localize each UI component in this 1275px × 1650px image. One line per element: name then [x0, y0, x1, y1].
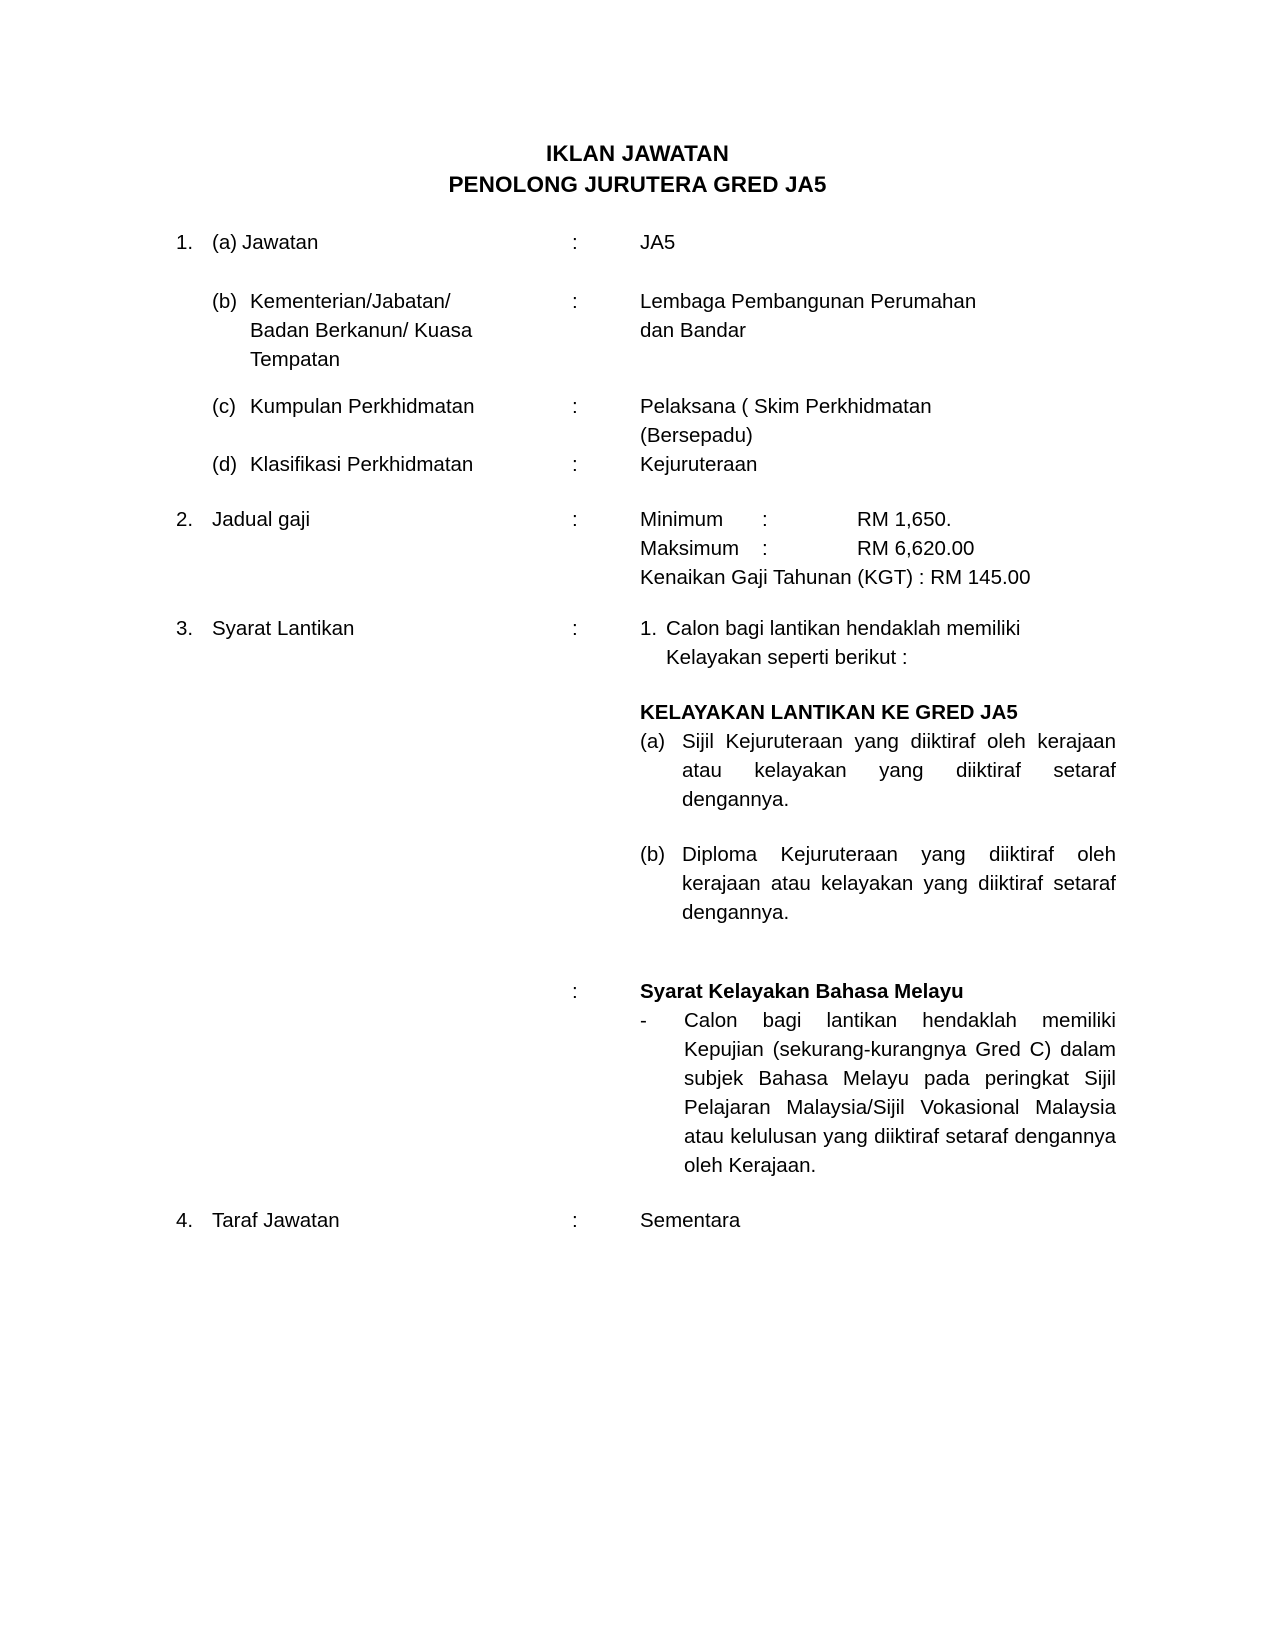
salary-minimum-colon: : [762, 508, 768, 531]
qualification-item-b [640, 840, 1116, 927]
label-klasifikasi-perkhidmatan [212, 450, 572, 479]
item-2-number: 2. [176, 508, 194, 531]
marker-b: (b) [212, 290, 238, 313]
salary-minimum-label: Minimum [640, 508, 724, 531]
value-bahasa-melayu [640, 977, 1116, 1180]
qualification-b-text: Diploma Kejuruteraan yang diiktiraf oleh kerajaan atau kelayakan yang diiktiraf setaraf dengannya. [682, 843, 1116, 924]
row-jawatan [176, 228, 1096, 257]
row-taraf-jawatan [176, 1206, 1096, 1235]
value-kumpulan-perkhidmatan [640, 392, 1096, 450]
label-taraf-jawatan: Taraf Jawatan [212, 1209, 340, 1232]
salary-maksimum-label: Maksimum [640, 537, 740, 560]
value-kementerian-line-1: Lembaga Pembangunan Perumahan [640, 290, 977, 313]
label-kementerian-line-3: Tempatan [250, 348, 341, 371]
colon-kumpulan-perkhidmatan: : [572, 395, 578, 418]
qualification-b-marker: (b) [640, 843, 666, 866]
salary-kgt-line: Kenaikan Gaji Tahunan (KGT) : RM 145.00 [640, 566, 1031, 589]
bahasa-melayu-dash-marker: - [640, 1009, 647, 1032]
spacer [176, 592, 1096, 614]
colon-klasifikasi-perkhidmatan: : [572, 453, 578, 476]
qualification-item-a [640, 727, 1116, 814]
syarat-intro [640, 614, 1116, 672]
syarat-intro-line-1: Calon bagi lantikan hendaklah memiliki [666, 617, 1021, 640]
item-4-number: 4. [176, 1209, 194, 1232]
spacer [176, 374, 1096, 392]
value-kumpulan-line-1: Pelaksana ( Skim Perkhidmatan [640, 395, 932, 418]
row-bahasa-melayu [176, 977, 1116, 1180]
value-klasifikasi-perkhidmatan: Kejuruteraan [640, 453, 758, 476]
row-kumpulan-perkhidmatan [176, 392, 1096, 450]
salary-maksimum-value: RM 6,620.00 [857, 537, 975, 560]
title-line-2: PENOLONG JURUTERA GRED JA5 [448, 172, 827, 197]
bahasa-melayu-heading: Syarat Kelayakan Bahasa Melayu [640, 980, 964, 1003]
spacer [176, 1180, 1096, 1206]
row-klasifikasi-perkhidmatan [176, 450, 1096, 479]
syarat-intro-number: 1. [640, 617, 658, 640]
syarat-intro-line-2: Kelayakan seperti berikut : [666, 646, 908, 669]
label-kementerian-line-2: Badan Berkanun/ Kuasa [250, 319, 473, 342]
qualification-a-text: Sijil Kejuruteraan yang diiktiraf oleh kerajaan atau kelayakan yang diiktiraf setaraf dengannya. [682, 730, 1116, 811]
spacer [640, 814, 1116, 840]
qualification-a-marker: (a) [640, 730, 666, 753]
colon-taraf-jawatan: : [572, 1209, 578, 1232]
value-syarat-lantikan [640, 614, 1116, 927]
salary-row-minimum [640, 505, 1096, 534]
item-3-number: 3. [176, 617, 194, 640]
kelayakan-heading: KELAYAKAN LANTIKAN KE GRED JA5 [640, 701, 1018, 724]
value-taraf-jawatan: Sementara [640, 1209, 741, 1232]
colon-syarat-lantikan: : [572, 617, 578, 640]
label-klasifikasi-perkhidmatan-text: Klasifikasi Perkhidmatan [250, 453, 474, 476]
bahasa-melayu-item [640, 1006, 1116, 1180]
value-kementerian-line-2: dan Bandar [640, 319, 747, 342]
label-kumpulan-perkhidmatan-text: Kumpulan Perkhidmatan [250, 395, 475, 418]
colon-bahasa-melayu: : [572, 980, 578, 1003]
row-syarat-lantikan [176, 614, 1116, 927]
label-jawatan [212, 228, 572, 257]
colon-jadual-gaji: : [572, 508, 578, 531]
label-kementerian [212, 287, 572, 374]
salary-minimum-value: RM 1,650. [857, 508, 952, 531]
label-kementerian-line-1: Kementerian/Jabatan/ [250, 290, 451, 313]
spacer [176, 927, 1096, 957]
marker-d: (d) [212, 453, 238, 476]
salary-row-maksimum [640, 534, 1096, 563]
label-jawatan-text: Jawatan [242, 231, 319, 254]
spacer [176, 479, 1096, 505]
salary-maksimum-colon: : [762, 537, 768, 560]
spacer [176, 257, 1096, 287]
document-body [176, 228, 1116, 1235]
marker-a: (a) [212, 231, 238, 254]
value-jadual-gaji [640, 505, 1096, 592]
title-line-1: IKLAN JAWATAN [546, 141, 729, 166]
label-jadual-gaji: Jadual gaji [212, 508, 311, 531]
spacer [640, 672, 1116, 698]
document-title [0, 138, 1275, 200]
row-kementerian [176, 287, 1096, 374]
marker-c: (c) [212, 395, 236, 418]
value-kementerian [640, 287, 1096, 345]
label-syarat-lantikan: Syarat Lantikan [212, 617, 355, 640]
colon-jawatan: : [572, 231, 578, 254]
colon-kementerian: : [572, 290, 578, 313]
bahasa-melayu-text: Calon bagi lantikan hendaklah memiliki Kepujian (sekurang-kurangnya Gred C) dalam subjek Bahasa Melayu pada peringkat Sijil Pelajaran Malaysia/Sijil Vokasional Malaysia atau kelulusan yang diiktiraf setaraf dengannya oleh Kerajaan. [684, 1009, 1116, 1177]
label-kumpulan-perkhidmatan [212, 392, 572, 421]
row-jadual-gaji [176, 505, 1096, 592]
value-kumpulan-line-2: (Bersepadu) [640, 424, 753, 447]
value-jawatan: JA5 [640, 231, 676, 254]
item-1-number: 1. [176, 231, 194, 254]
spacer [176, 957, 1096, 977]
